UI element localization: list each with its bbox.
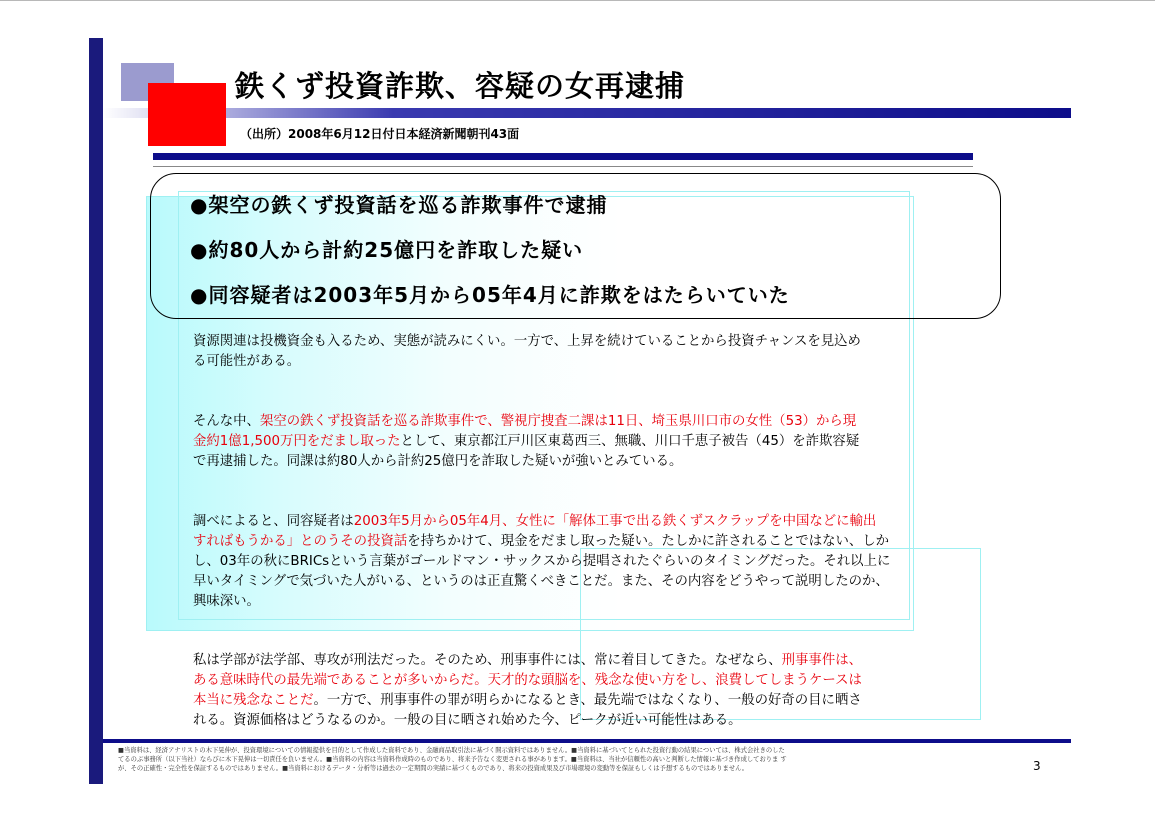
disclaimer-line: が、その正確性・完全性を保証するものではありません。■当資料におけるデータ・分析等は過去の一定期間の実績に基づくものであり、将来の投資成果及び市場環境の変動等を保証もしくは予想するものではありません。 (118, 765, 749, 772)
body-paragraph (193, 332, 968, 372)
highlighted-text: 金約1億1,500万円をだまし取った (193, 434, 401, 449)
top-divider (0, 0, 1155, 1)
highlighted-text: 2003年5月から05年4月、女性に「解体工事で出る鉄くずスクラップを中国などに輸出 (353, 514, 877, 529)
title-underline-bar (103, 108, 1071, 118)
body-paragraph (193, 412, 968, 472)
header-rule-thick (153, 153, 973, 160)
body-text: 興味深い。 (193, 594, 260, 609)
paragraph-line (193, 412, 968, 432)
body-text: る可能性がある。 (193, 354, 301, 369)
body-text: そんな中、 (193, 414, 260, 429)
disclaimer-line: てるのぶ事務所（以下当社）ならびに木下晃伸は一切責任を負いません。■当資料の内容は当資料作成時のものであり、将来予告なく変更される事があります。■当資料は、当社が信頼性の高いと判断した情報に基づき作成しておりま す (118, 756, 787, 763)
paragraph-line (193, 691, 968, 711)
paragraph-line (193, 592, 968, 612)
paragraph-line (193, 512, 968, 532)
body-text: 資源関連は投機資金も入るため、実態が読みにくい。一方で、上昇を続けていることから投資チャンスを見込め (193, 334, 861, 349)
body-paragraph (193, 512, 968, 612)
paragraph-line (193, 452, 968, 472)
highlighted-text: すればもうかる」とのうその投資話 (193, 534, 408, 549)
paragraph-line (193, 532, 968, 552)
highlighted-text: ある意味時代の最先端であることが多いからだ。天才的な頭脳を、残念な使い方をし、浪費してしまうケースは (193, 673, 862, 688)
paragraph-line (193, 651, 968, 671)
highlighted-text: 本当に残念なことだ (193, 693, 314, 708)
paragraph-line (193, 432, 968, 452)
headline-bullet: ●架空の鉄くず投資話を巡る詐欺事件で逮捕 (190, 193, 608, 217)
headline-bullet: ●約80人から計約25億円を詐取した疑い (190, 238, 584, 262)
footer-rule (103, 739, 1071, 743)
body-text: 早いタイミングで気づいた人がいる、というのは正直驚くべきことだ。また、その内容をどうやって説明したのか、 (193, 574, 889, 589)
headline-bullet: ●同容疑者は2003年5月から05年4月に詐欺をはたらいていた (190, 283, 790, 307)
paragraph-line (193, 552, 968, 572)
body-text: 調べによると、同容疑者は (193, 514, 354, 529)
body-text: として、東京都江戸川区東葛西三、無職、川口千恵子被告（45）を詐欺容疑 (400, 434, 860, 449)
paragraph-line (193, 332, 968, 352)
disclaimer-line: ■当資料は、経済アナリストの木下晃伸が、投資環境についての情報提供を目的として作成した資料であり、金融商品取引法に基づく開示資料ではありません。■当資料に基づいてとられた投資行動の結果については、株式会社きのした (118, 747, 785, 754)
body-text: で再逮捕した。同課は約80人から計約25億円を詐取した疑いが強いとみている。 (193, 454, 683, 469)
body-text: 。一方で、刑事事件の罪が明らかになるとき、最先端ではなくなり、一般の好奇の目に晒さ (313, 693, 862, 708)
paragraph-line (193, 572, 968, 592)
body-paragraph (193, 651, 968, 731)
source-citation: （出所）2008年6月12日付日本経済新聞朝刊43面 (240, 127, 520, 141)
paragraph-line (193, 711, 968, 731)
highlighted-text: 刑事事件は、 (781, 653, 862, 668)
paragraph-line (193, 671, 968, 691)
body-text: れる。資源価格はどうなるのか。一般の目に晒され始めた今、ピークが近い可能性はある。 (193, 713, 742, 728)
body-text: 私は学部が法学部、専攻が刑法だった。そのため、刑事事件には、常に着目してきた。なぜなら、 (193, 653, 782, 668)
left-accent-bar (89, 38, 103, 784)
highlighted-text: 架空の鉄くず投資話を巡る詐欺事件で、警視庁捜査二課は11日、埼玉県川口市の女性（53）から現 (259, 414, 857, 429)
header-rule-thin (153, 166, 973, 167)
body-text: し、03年の秋にBRICsという言葉がゴールドマン・サックスから提唱されたぐらいのタイミングだった。それ以上に (193, 554, 891, 569)
paragraph-line (193, 352, 968, 372)
body-text: を持ちかけて、現金をだまし取った疑い。たしかに許されることではない、しか (407, 534, 890, 549)
disclaimer-text (118, 746, 1008, 773)
page-number: 3 (1033, 759, 1041, 773)
slide-title: 鉄くず投資詐欺、容疑の女再逮捕 (235, 69, 686, 103)
title-decor-red-square (148, 83, 226, 146)
